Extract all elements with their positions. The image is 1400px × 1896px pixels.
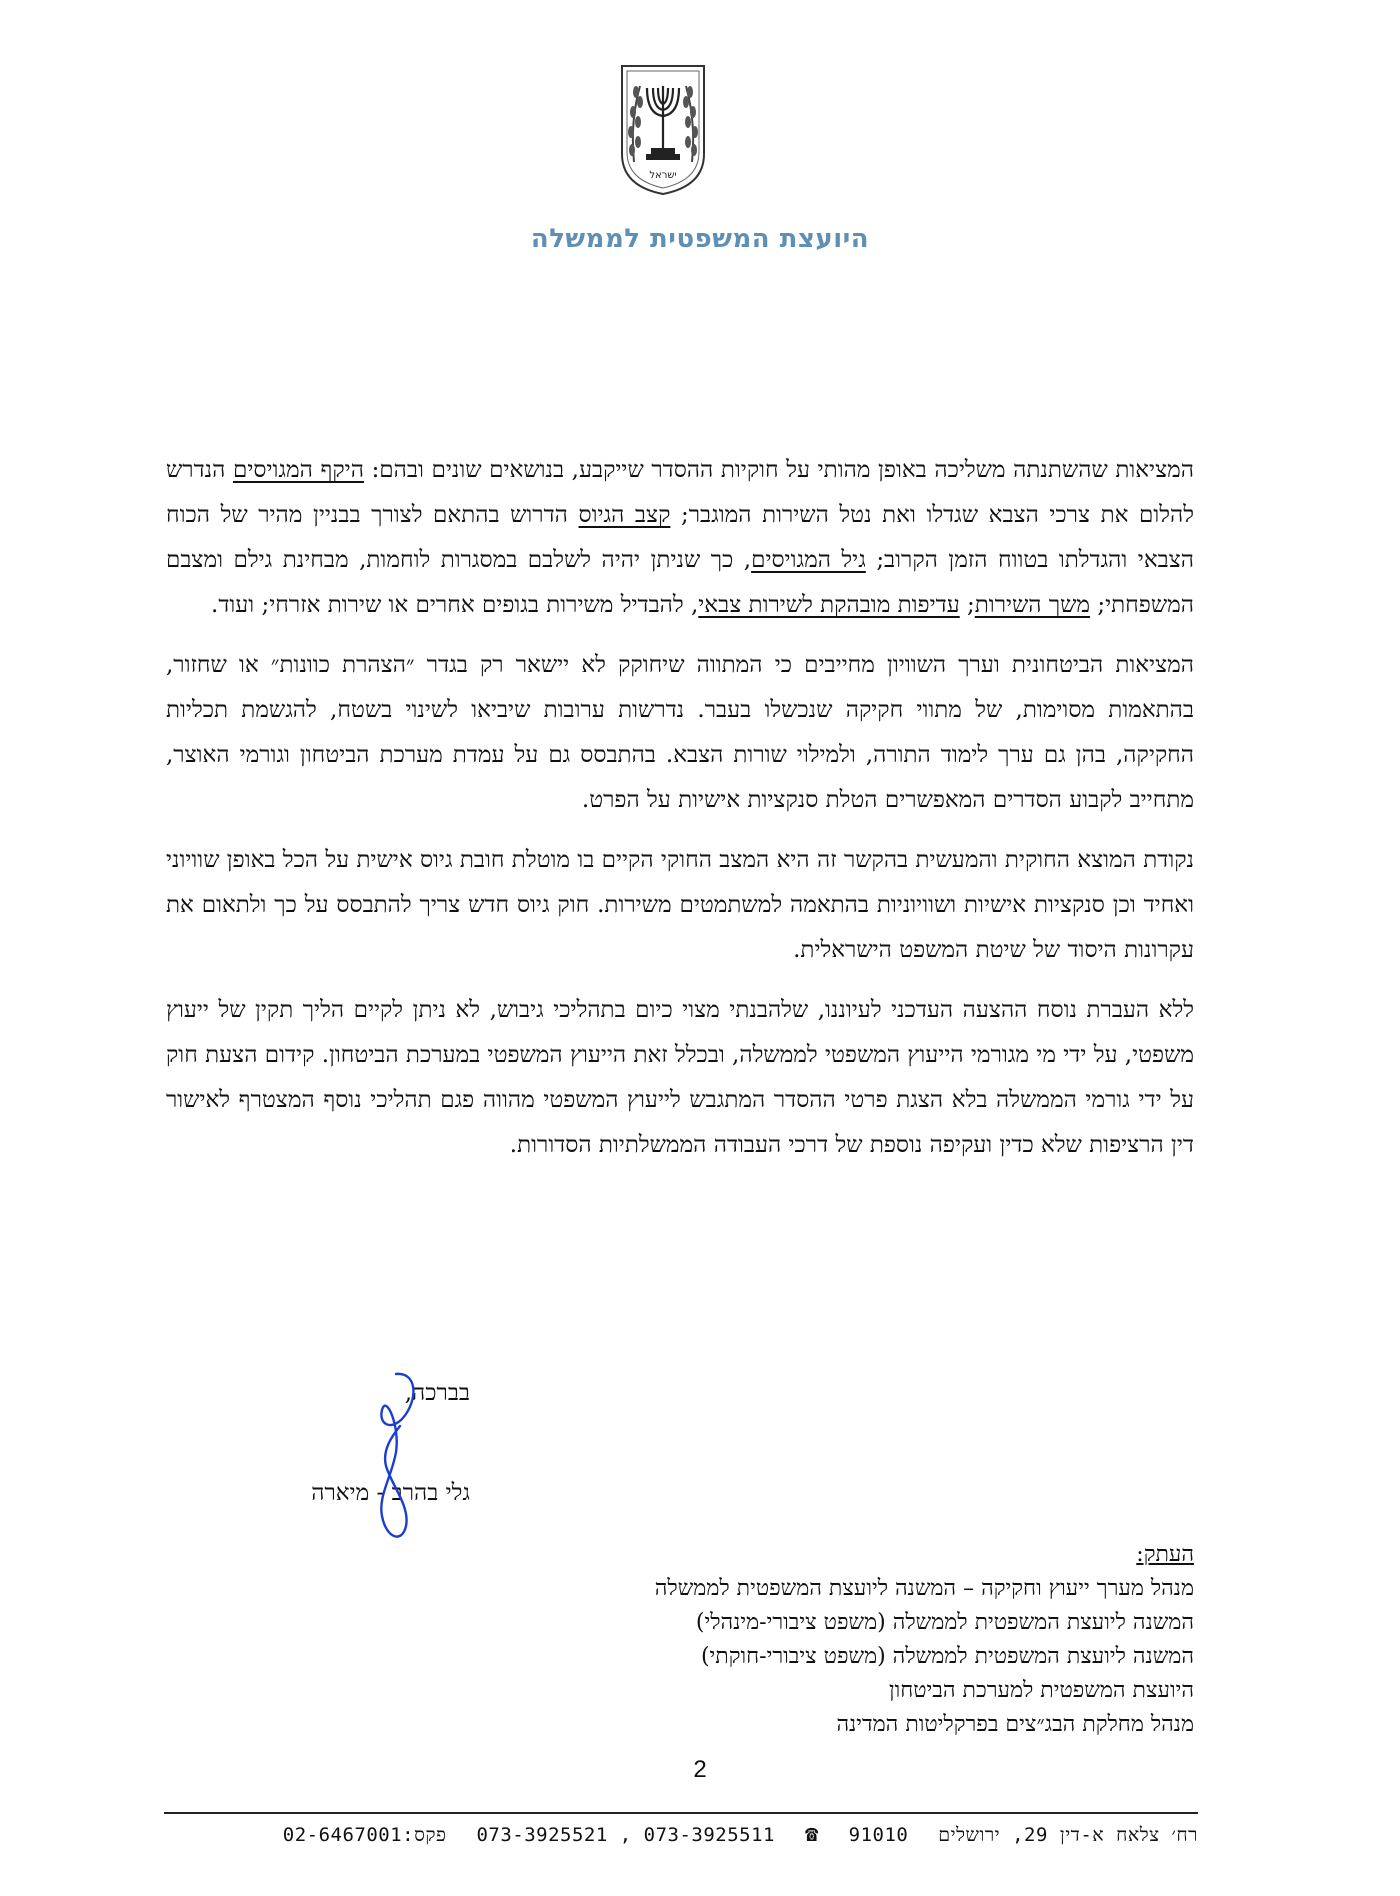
cc-recipient: המשנה ליועצת המשפטית לממשלה (משפט ציבורי-חוקתי) [700,1644,1194,1669]
paragraph-1 [166,448,1194,628]
topic-recruit-scope-text: הנדרש להלום את צרכי הצבא שגדלו ואת נטל השירות המוגבר; [166,457,1195,528]
topic-recruit-pace-text: הדרוש בהתאם לצורך בבניין מהיר של הכוח הצבאי והגדלתו בטווח הזמן הקרוב; [166,502,1194,573]
topic-recruit-age-text: , כך שניתן יהיה לשלבם במסגרות לוחמות, מבחינת גילם ומצבם המשפחתי; [166,547,1194,618]
letter-body [166,448,1194,1183]
cc-recipient: היועצת המשפטית למערכת הביטחון [888,1678,1194,1703]
cc-recipient: מנהל מערך ייעוץ וחקיקה – המשנה ליועצת המשפטית לממשלה [654,1576,1194,1601]
paragraph-4: ללא העברת נוסח ההצעה העדכני לעיוננו, שלהבנתי מצוי כיום בתהליכי גיבוש, לא ניתן לקיים הליך תקין של ייעוץ משפטי, על ידי מי מגורמי הייעוץ המשפטי לממשלה, ובכלל זאת הייעוץ המשפטי במערכת הביטחון. קידום הצעת חוק על ידי גורמי הממשלה בלא הצגת פרטי ההסדר המתגבש לייעוץ המשפטי מהווה פגם תהליכי נוסף המצטרף לאישור דין הרציפות שלא כדין ועקיפה נוספת של דרכי העבודה הממשלתיות הסדורות. [166,997,1194,1158]
cc-recipient: מנהל מחלקת הבג״צים בפרקליטות המדינה [836,1712,1194,1737]
signer-name: גלי בהרב - מיארה [311,1480,470,1506]
office-title: היועצת המשפטית לממשלה [530,224,870,254]
paragraph-1-intro: המציאות שהשתנתה משליכה באופן מהותי על חוקיות ההסדר שייקבע, בנושאים שונים ובהם: [371,457,1195,483]
page-number: 2 [693,1756,707,1783]
paragraph-2: המציאות הביטחונית וערך השוויון מחייבים כי המתווה שיחוקק לא יישאר רק בגדר ״הצהרת כוונות״ או שחזור, בהתאמות מסוימות, של מתווי חקיקה שנכשלו בעבר. נדרשות ערובות שיביאו לשינוי בשטח, להגשמת תכליות החקיקה, בהן גם ערך לימוד התורה, ולמילוי שורות הצבא. בהתבסס גם על עמדת מערכת הביטחון וגורמי האוצר, מתחייב לקבוע הסדרים המאפשרים הטלת סנקציות אישיות על הפרט. [166,652,1194,813]
topic-recruit-pace: קצב הגיוס [578,502,671,528]
footer-fax: פקס:02-6467001 [282,1824,447,1846]
handwritten-signature [356,1366,426,1552]
cc-list [480,1572,1194,1742]
paragraph-3: נקודת המוצא החוקית והמעשית בהקשר זה היא המצב החוקי הקיים בו מוטלת חובת גיוס אישית על הכל באופן שוויוני ואחיד וכן סנקציות אישיות ושוויוניות בהתאמה למשתמטים משירות. חוק גיוס חדש צריך להתבסס על כך ולתאום את עקרונות היסוד של שיטת המשפט הישראלית. [166,847,1194,963]
topic-recruit-scope: היקף המגויסים [232,457,364,483]
cc-title: העתק: [1136,1542,1194,1567]
topic-recruit-age: גיל המגויסים [751,547,866,573]
telephone-icon: ☎ [804,1822,819,1847]
topic-military-priority-text: , להבדיל משירות בגופים אחרים או שירות אזרחי; ועוד. [211,592,699,618]
cc-recipient: המשנה ליועצת המשפטית לממשלה (משפט ציבורי-מינהלי) [695,1610,1194,1635]
closing-blessing: בברכה, [404,1380,470,1406]
topic-service-length: משך השירות [974,592,1091,618]
emblem-lettering: ישראל [649,170,677,181]
footer-phones: 073-3925511 , 073-3925521 [476,1824,775,1846]
state-emblem-icon [618,62,708,198]
footer [164,1822,1198,1847]
topic-service-length-text: ; [967,592,975,618]
footer-zip: 91010 [848,1824,909,1846]
footer-divider [164,1812,1198,1814]
footer-address: רח׳ צלאח א-דין 29, ירושלים [938,1824,1198,1846]
cc-section [480,1538,1194,1742]
topic-military-priority: עדיפות מובהקת לשירות צבאי [698,592,960,618]
